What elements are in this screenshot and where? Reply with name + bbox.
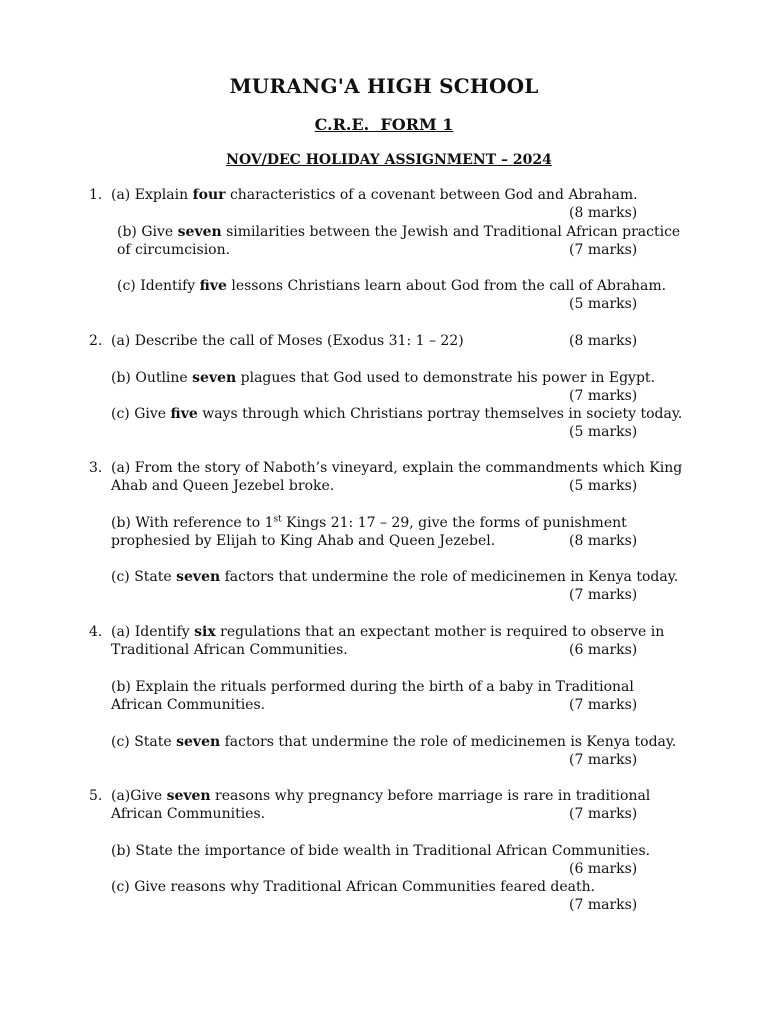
question-1a-text: (a) Explain four characteristics of a covenant between God and Abraham. — [111, 187, 638, 203]
marks-label: (5 marks) — [569, 296, 638, 312]
marks-label: (8 marks) — [569, 333, 638, 349]
marks-label: (5 marks) — [569, 424, 638, 440]
question-1b-text: (b) Give seven similarities between the Jewish and Traditional African practice — [117, 224, 681, 240]
question-4b-text: (b) Explain the rituals performed during the birth of a baby in Traditional — [111, 679, 634, 695]
question-2c-text: (c) Give five ways through which Christians portray themselves in society today. — [111, 406, 683, 422]
question-3b-text: (b) With reference to 1st Kings 21: 17 – 29, give the forms of punishment — [111, 514, 627, 531]
question-5a-text-line2: African Communities. — [111, 806, 266, 822]
marks-label: (7 marks) — [569, 697, 638, 713]
question-4b-text-line2: African Communities. — [111, 697, 266, 713]
assignment-heading: NOV/DEC HOLIDAY ASSIGNMENT – 2024 — [226, 152, 552, 168]
question-number: 3. — [89, 460, 103, 476]
question-4a-text-line2: Traditional African Communities. — [111, 642, 348, 658]
question-3b-text-line2: prophesied by Elijah to King Ahab and Queen Jezebel. — [111, 533, 496, 549]
question-number: 1. — [89, 187, 103, 203]
question-5b-text: (b) State the importance of bide wealth in Traditional African Communities. — [111, 843, 651, 859]
marks-label: (7 marks) — [569, 587, 638, 603]
marks-label: (6 marks) — [569, 642, 638, 658]
question-2a-text: (a) Describe the call of Moses (Exodus 31: 1 – 22) — [111, 333, 464, 349]
question-5c-text: (c) Give reasons why Traditional African Communities feared death. — [111, 879, 596, 895]
marks-label: (7 marks) — [569, 897, 638, 913]
question-2b-text: (b) Outline seven plagues that God used to demonstrate his power in Egypt. — [111, 370, 655, 386]
question-5a-text: (a)Give seven reasons why pregnancy before marriage is rare in traditional — [111, 788, 651, 804]
school-title: MURANG'A HIGH SCHOOL — [229, 74, 539, 98]
marks-label: (6 marks) — [569, 861, 638, 877]
marks-label: (7 marks) — [569, 388, 638, 404]
question-1c-text: (c) Identify five lessons Christians learn about God from the call of Abraham. — [117, 278, 667, 294]
question-3a-text: (a) From the story of Naboth’s vineyard, explain the commandments which King — [111, 460, 683, 476]
question-4c-text: (c) State seven factors that undermine the role of medicinemen is Kenya today. — [111, 734, 677, 750]
marks-label: (7 marks) — [569, 752, 638, 768]
question-3a-text-line2: Ahab and Queen Jezebel broke. — [111, 478, 335, 494]
question-number: 2. — [89, 333, 103, 349]
marks-label: (5 marks) — [569, 478, 638, 494]
question-number: 5. — [89, 788, 103, 804]
question-1b-text-line2: of circumcision. — [117, 242, 231, 258]
marks-label: (7 marks) — [569, 806, 638, 822]
question-3c-text: (c) State seven factors that undermine the role of medicinemen in Kenya today. — [111, 569, 679, 585]
marks-label: (8 marks) — [569, 533, 638, 549]
question-4a-text: (a) Identify six regulations that an expectant mother is required to observe in — [111, 624, 665, 640]
marks-label: (8 marks) — [569, 205, 638, 221]
marks-label: (7 marks) — [569, 242, 638, 258]
subject-title: C.R.E. FORM 1 — [314, 115, 454, 134]
question-number: 4. — [89, 624, 103, 640]
